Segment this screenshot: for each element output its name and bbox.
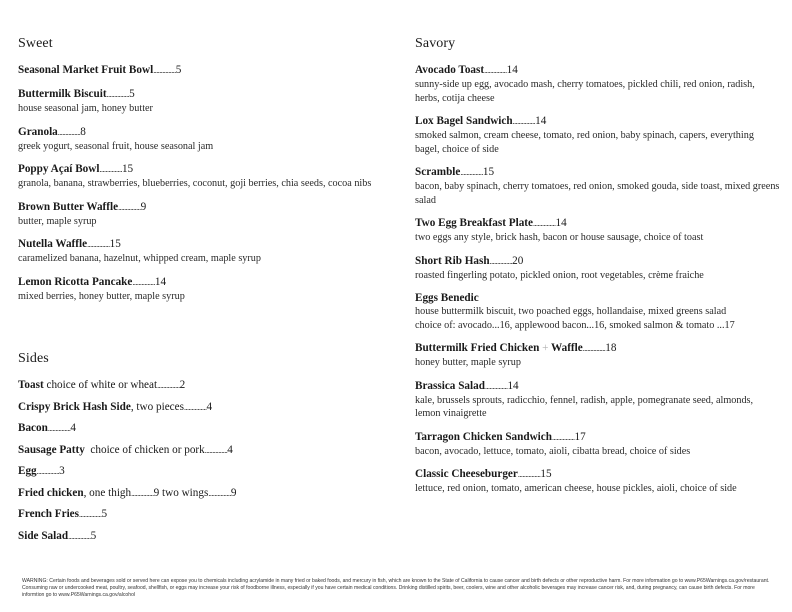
item-extra-dots: ...............: [208, 488, 231, 498]
item-name: Toast: [18, 379, 44, 391]
item-price: 4: [206, 400, 213, 413]
item-extra-note: two wings: [159, 486, 209, 499]
menu-item: [415, 114, 780, 156]
item-name: Lemon Ricotta Pancake: [18, 275, 133, 288]
menu-item: [18, 87, 388, 116]
item-price: 5: [175, 64, 182, 76]
section-title-sweet: Sweet: [18, 36, 53, 51]
item-name: Avocado Toast: [415, 64, 485, 76]
item-price: 8: [80, 125, 86, 138]
item-description: smoked salmon, cream cheese, tomato, red onion, baby spinach, capers, everything bagel, choice of side: [415, 130, 754, 155]
sweet-section: [18, 36, 388, 312]
item-name: Egg: [18, 465, 37, 477]
item-note: choice of chicken or pork: [84, 443, 205, 456]
item-name: Classic Cheeseburger: [415, 468, 518, 480]
item-name: Lox Bagel Sandwich: [415, 115, 513, 127]
item-price: 3: [59, 465, 65, 477]
item-description: house buttermilk biscuit, two poached eggs, hollandaise, mixed greens salad: [415, 306, 727, 317]
item-price: 17: [574, 430, 586, 443]
item-name: Eggs Benedic: [415, 292, 479, 304]
item-description: lettuce, red onion, tomato, american cheese, house pickles, aioli, choice of side: [415, 483, 737, 494]
item-description: mixed berries, honey butter, maple syrup: [18, 290, 185, 302]
item-dots: ...............: [204, 445, 228, 455]
side-item: [18, 486, 388, 501]
item-price: 15: [109, 238, 121, 250]
menu-item: [18, 200, 388, 229]
menu-item: [18, 125, 388, 154]
health-warning: WARNING: Certain foods and beverages sold or served here can expose you to chemicals including acrylamide in many fried or baked foods, and mercury in fish, which are known to the State of California to cause cancer and birth defects or other reproductive harm. For more information go to www.P65Warnings.ca.gov/restaurant. Consuming raw or undercooked meat, poultry, seafood, shellfish, or eggs may increase your risk of foodborne illness, especially if you have certain medical conditions. Drinking distilled spirits, beer, coolers, wine and other alcoholic beverages may increase cancer risk, and, during pregnancy, can cause birth defects. For more informtion go to www.P65Warnings.ca.gov/alcohol: [22, 578, 770, 599]
item-dots: ...............: [47, 424, 71, 433]
menu-item: [415, 254, 780, 283]
item-price: 5: [90, 529, 97, 542]
item-name: Fried chicken: [18, 486, 84, 499]
item-description: granola, banana, strawberries, blueberries, coconut, goji berries, chia seeds, cocoa nibs: [18, 178, 372, 189]
item-dots: ...............: [99, 165, 122, 174]
section-title-savory: Savory: [415, 36, 456, 51]
item-name: French Fries: [18, 508, 79, 520]
item-name: Nutella Waffle: [18, 238, 88, 250]
item-dots: ...............: [460, 168, 483, 177]
item-price: 15: [540, 468, 552, 480]
item-name: Seasonal Market Fruit Bowl: [18, 64, 154, 76]
menu-item: [18, 162, 388, 191]
item-dots: ...............: [183, 402, 207, 412]
item-name: Brassica Salad: [415, 379, 485, 392]
side-item: [18, 443, 388, 458]
item-name: Tarragon Chicken Sandwich: [415, 430, 552, 443]
item-dots: ...............: [106, 90, 130, 99]
menu-item: [18, 237, 388, 266]
menu-item: [415, 379, 780, 421]
menu-item: [415, 430, 780, 459]
item-name: Buttermilk Biscuit: [18, 88, 107, 100]
menu-item: [18, 275, 388, 304]
item-dots: ...............: [532, 219, 556, 228]
item-description: sunny-side up egg, avocado mash, cherry tomatoes, pickled chili, red onion, radish, herbs, cotija cheese: [415, 79, 755, 104]
item-name: Side Salad: [18, 529, 69, 542]
side-item: [18, 421, 388, 436]
item-dots: ...............: [484, 381, 508, 391]
item-dots: ...............: [36, 467, 60, 476]
item-name: Crispy Brick Hash Side: [18, 400, 131, 413]
item-extra-price: 9: [230, 486, 237, 499]
item-description: caramelized banana, hazelnut, whipped cream, maple syrup: [18, 253, 261, 264]
menu-item: [415, 216, 780, 245]
item-dots: ...............: [153, 66, 176, 75]
side-item: [18, 400, 388, 415]
item-dots: ...............: [512, 117, 536, 126]
item-dots: ...............: [517, 470, 541, 479]
side-item: [18, 464, 388, 479]
side-item: [18, 507, 388, 522]
item-price: 5: [129, 88, 135, 100]
item-name: Sausage Patty: [18, 443, 85, 456]
item-dots: ...............: [582, 344, 606, 353]
section-title-sides: Sides: [18, 351, 49, 366]
plus-sign: +: [542, 342, 549, 354]
menu-item: [18, 63, 388, 78]
item-price: 9: [140, 200, 147, 213]
item-description: butter, maple syrup: [18, 215, 97, 227]
item-price: 14: [154, 275, 167, 288]
item-note: , one thigh: [83, 486, 132, 499]
item-price: 4: [227, 443, 233, 456]
item-name: Brown Butter Waffle: [18, 200, 119, 213]
item-price: 2: [179, 379, 186, 391]
item-price: 14: [506, 64, 518, 76]
menu-item: [415, 291, 780, 332]
item-name: Scramble: [415, 166, 461, 178]
item-name: Bacon: [18, 422, 48, 434]
item-options: choice of: avocado...16, applewood bacon...16, smoked salmon & tomato ...17: [415, 319, 735, 331]
item-note: choice of white or wheat: [43, 379, 158, 391]
item-description: roasted fingerling potato, pickled onion, root vegetables, crème fraiche: [415, 269, 704, 281]
savory-section: [415, 36, 780, 505]
item-description: house seasonal jam, honey butter: [18, 103, 153, 114]
menu-item: [415, 165, 780, 207]
item-description: two eggs any style, brick hash, bacon or house sausage, choice of toast: [415, 232, 704, 243]
item-dots: ...............: [68, 531, 91, 541]
item-price: 9: [153, 486, 160, 499]
side-item: [18, 378, 388, 393]
item-name: Poppy Açaí Bowl: [18, 163, 100, 175]
item-price: 14: [535, 115, 547, 127]
item-name: Two Egg Breakfast Plate: [415, 217, 533, 229]
menu-item: [415, 63, 780, 105]
item-price: 18: [605, 342, 617, 354]
sides-section: [18, 351, 388, 550]
item-price: 15: [121, 163, 134, 175]
item-description: bacon, avocado, lettuce, tomato, aioli, cibatta bread, choice of sides: [415, 445, 691, 457]
item-dots: ...............: [489, 256, 513, 266]
item-description: greek yogurt, seasonal fruit, house seasonal jam: [18, 140, 214, 152]
item-price: 5: [101, 508, 108, 520]
item-price: 14: [555, 217, 567, 229]
item-price: 4: [70, 422, 76, 434]
item-name: Short Rib Hash: [415, 254, 490, 267]
item-price: 15: [482, 166, 495, 178]
side-item: [18, 529, 388, 544]
item-dots: ...............: [87, 240, 110, 249]
item-description: bacon, baby spinach, cherry tomatoes, red onion, smoked gouda, side toast, mixed greens salad: [415, 181, 780, 206]
item-dots: ...............: [551, 432, 575, 442]
item-dots: ...............: [79, 510, 102, 519]
item-dots: ...............: [484, 66, 507, 75]
item-name-2: Waffle: [551, 342, 583, 354]
item-price: 20: [512, 254, 524, 267]
item-dots: ...............: [132, 277, 155, 287]
item-description: honey butter, maple syrup: [415, 357, 521, 368]
item-price: 14: [507, 379, 519, 392]
item-dots: ...............: [57, 127, 81, 137]
menu-item: [415, 341, 780, 370]
item-dots: ...............: [131, 488, 154, 498]
item-name: Buttermilk Fried Chicken: [415, 342, 540, 354]
item-dots: ...............: [118, 202, 141, 212]
item-description: kale, brussels sprouts, radicchio, fennel, radish, apple, pomegranate seed, almonds, lemon vinaigrette: [415, 394, 754, 419]
item-dots: ...............: [157, 381, 180, 390]
item-name: Granola: [18, 125, 58, 138]
menu-item: [415, 467, 780, 496]
item-note: , two pieces: [130, 400, 184, 413]
